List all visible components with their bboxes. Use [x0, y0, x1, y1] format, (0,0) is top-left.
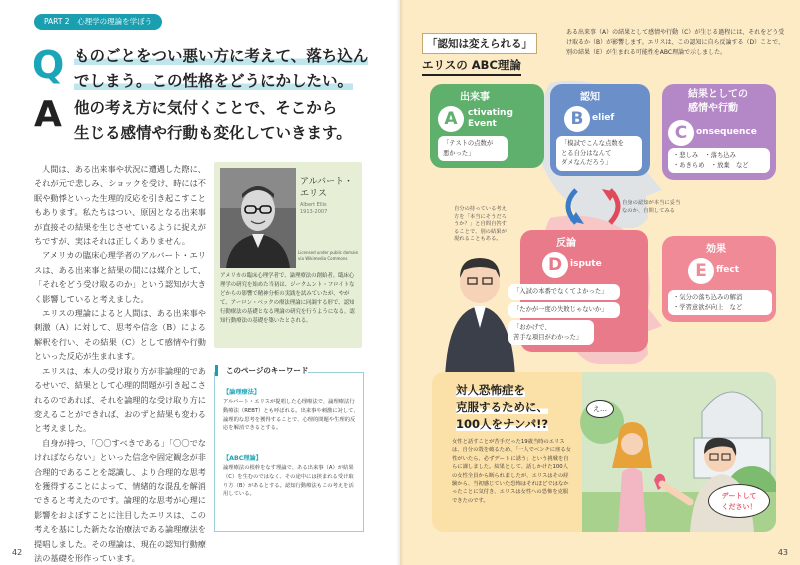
page-number-left: 42 [12, 548, 23, 557]
note-right-1: 自身の認知が本当に妥当 [622, 200, 681, 206]
event-bubble-1: 「テストの点数が [443, 140, 494, 147]
note-left-2: 方を「本当にそうだろ [454, 213, 507, 220]
dispute-bubble-3-2: 苦手な項目がわかった」 [513, 333, 583, 341]
abc-title-line-2: エリスの ABC理論 [422, 57, 521, 76]
anecdote-title-3: 100人をナンパ!? [456, 417, 549, 431]
right-page [400, 0, 800, 565]
answer-line-1: 他の考え方に気付くことで、そこから [74, 99, 338, 117]
keywords-title: このページのキーワード [215, 365, 308, 376]
note-left-1: 自分の持っている考え [454, 206, 507, 212]
abc-title [422, 32, 554, 76]
page-number-right: 43 [777, 548, 788, 557]
note-left-4: ることで、別の結果が [454, 228, 507, 235]
profile-en-name-text: Albert Ellis [300, 202, 327, 208]
keyword-head: 【ABC理論】 [223, 455, 262, 462]
body-paragraph: 自身が持つ、「〇〇すべきである」「〇〇でなければならない」といった信念や固定観念が非合理的であることを認識し、より合理的な思考を獲得することによって、情緒的な混乱を解消できると考えたのです。論理的な思考が心理に影響をおよぼすことに注目したエリスは、この考えを基にした新たな治療法である論理療法を提唱しました。その理論は、現在の認知行動療法の基礎を形作っています。 [34, 437, 206, 563]
dispute-card [513, 230, 648, 352]
consequence-list-2: ・あきらめ ・放棄 など [673, 161, 749, 169]
belief-bubble-1: 「模試でこんな点数を [561, 140, 624, 147]
consequence-card [662, 84, 776, 180]
profile-box [214, 162, 362, 348]
photo-credit: Licensed under public domain via Wikimedia Commons [298, 250, 359, 261]
event-letter: A [438, 106, 464, 132]
effect-list [668, 290, 772, 315]
belief-card [550, 84, 650, 176]
profile-years: 1913-2007 [300, 209, 328, 215]
dispute-title: 反論 [556, 238, 576, 249]
belief-bubble [556, 136, 642, 171]
body-text [34, 162, 206, 565]
note-right-2: なのか、自問してみる [622, 207, 675, 214]
dialog-man-1: デートして [721, 492, 757, 500]
keyword-body: アルバート・エリスが提唱した心理療法で、論理療法行動療法（REBT）とも呼ばれる。出来事や刺激に対して、論理的な思考を獲得することで、心理的問題や生理的反応を解消できるとする。 [223, 399, 359, 432]
profile-description: アメリカの臨床心理学者で、論理療法の創始者。臨床心理学の研究を始めた当初は、ジークムント・フロイトなどからの影響で精神分析の実践を試みていたが、やがて、アーロン・ベックの療法理論に同調する形で、認知行動療法の基礎となる理論の研究を行うようになる。認知行動療法の基礎を築いたとされる。 [220, 273, 355, 324]
note-left-5: 現れることもある。 [454, 236, 502, 243]
question-text [74, 44, 384, 94]
consequence-letter: C [668, 120, 694, 146]
body-paragraph: エリスは、本人の受け取り方が非論理的であるせいで、結果として心理的問題が引き起こされるのであれば、それを論理的な受け取り方に変えることができれば、おのずと結果も変わると考えました。 [34, 365, 206, 434]
profile-en-name [300, 202, 327, 216]
consequence-list [668, 148, 770, 173]
effect-list-1: ・気分の落ち込みの解消 [673, 294, 743, 301]
consequence-title-1: 結果としての [688, 89, 748, 100]
book-gutter [396, 0, 404, 565]
body-paragraph: 人間は、ある出来事や状況に遭遇した際に、それが元で悲しみ、ショックを受け、時には不眠や動悸といった生理的反応を引き起こすこともあります。私たちはつい、原因となる出来事が直接その結果を生じさせているように捉えがちですが、実はそれは正しくありません。 [34, 164, 206, 247]
event-card [430, 84, 544, 168]
keyword-head: 【論理療法】 [223, 389, 261, 396]
abc-title-line-1: 「認知は変えられる」 [422, 33, 537, 54]
dialog-man [708, 484, 770, 518]
event-title: 出来事 [460, 92, 490, 103]
note-right [622, 200, 680, 215]
dispute-word: ispute [570, 259, 602, 269]
anecdote-title-2: 克服するために、 [456, 400, 548, 414]
consequence-title-2: 感情や行動 [688, 103, 738, 114]
event-word-1: ctivating [468, 108, 513, 118]
effect-list-2: ・学習意欲が向上 など [673, 303, 743, 311]
question-line-2: でしまう。この性格をどうにかしたい。 [74, 72, 354, 90]
anecdote-text: 女性と話すことが苦手だった19歳当時のエリスは、自分の殻を破るため、「一人でベンチに座る女性がいたら、必ずデートに誘う」という挑戦を自らに課しました。結果として、話しかけた100人の女性全員から断られましたが、エリスはその経験から、当初感じていた恐怖はそれほどではなかったことに気付き、エリスは女性への恐怖を克服できたのです。 [452, 439, 571, 504]
keywords-box [214, 366, 364, 532]
belief-letter: B [564, 106, 590, 132]
event-word [468, 108, 513, 130]
belief-word: elief [592, 113, 615, 123]
question-line-1: ものごとをつい悪い方に考えて、落ち込ん [74, 47, 369, 65]
body-paragraph: エリスの理論によると人間は、ある出来事や刺激（A）に対して、思考や信念（B）による解釈を行い、その結果（C）として感情や行動といった反応が生まれます。 [34, 308, 206, 362]
body-paragraph: アメリカの臨床心理学者のアルバート・エリスは、ある出来事と結果の間には媒介として、「それをどう受け取るのか」という認知が大きく影響していると考えました。 [34, 250, 206, 304]
student-figure [445, 258, 515, 378]
effect-title: 効果 [706, 244, 726, 255]
effect-word: ffect [716, 265, 740, 275]
part-tag: PART 2 心理学の理論を学ぼう [34, 14, 162, 30]
effect-card [662, 236, 776, 322]
anecdote-title [456, 382, 548, 433]
answer-line-2: 生じる感情や行動も変化していきます。 [74, 124, 352, 142]
note-left [454, 206, 507, 244]
question-mark: Q [32, 43, 65, 87]
belief-bubble-3: ダメなんだろう」 [561, 159, 612, 166]
belief-title: 認知 [580, 92, 600, 103]
anecdote-title-1: 対人恐怖症を [456, 383, 525, 397]
belief-bubble-2: とる自分はなんて [561, 149, 612, 157]
dispute-letter: D [542, 252, 568, 278]
dispute-bubble-1: 「入試の本番でなくてよかった」 [508, 284, 620, 300]
event-bubble [438, 136, 508, 161]
keyword-body: 論理療法の根幹をなす理論で、ある出来事（A）が結果（C）を生むのではなく、その途中には挟まれる受け取り方（B）があるとする。認知行動療法もこの考えを活用している。 [223, 465, 354, 498]
dispute-bubble-2: 「たかが一度の失敗じゃないか」 [508, 302, 620, 318]
event-word-2: Event [468, 119, 497, 129]
consequence-list-1: ・悲しみ ・落ち込み [673, 152, 736, 159]
abc-intro: ある出来事（A）の結果として感情や行動（C）が生じる過程には、それをどう受け取るか（B）が影響します。エリスは、この認知に自ら反論する（D）ことで、別の結果（E）が生まれる可能性をABC理論で示しました。 [566, 29, 785, 56]
answer-text [74, 96, 384, 146]
answer-mark: A [34, 94, 62, 135]
effect-letter: E [688, 258, 714, 284]
dispute-bubble-3 [508, 320, 594, 345]
consequence-title [688, 88, 748, 116]
note-left-3: うか？」と自問自答す [454, 221, 507, 228]
event-bubble-2: 悪かった」 [443, 149, 475, 157]
dispute-bubble-3-1: 「おかげで、 [513, 324, 551, 331]
ellis-photo [220, 168, 296, 268]
dialog-woman: え… [586, 400, 614, 418]
profile-name: アルバート・エリス [300, 177, 354, 199]
consequence-word: onsequence [696, 127, 757, 137]
anecdote-panel [432, 372, 776, 532]
dialog-man-2: ください！ [721, 503, 757, 511]
